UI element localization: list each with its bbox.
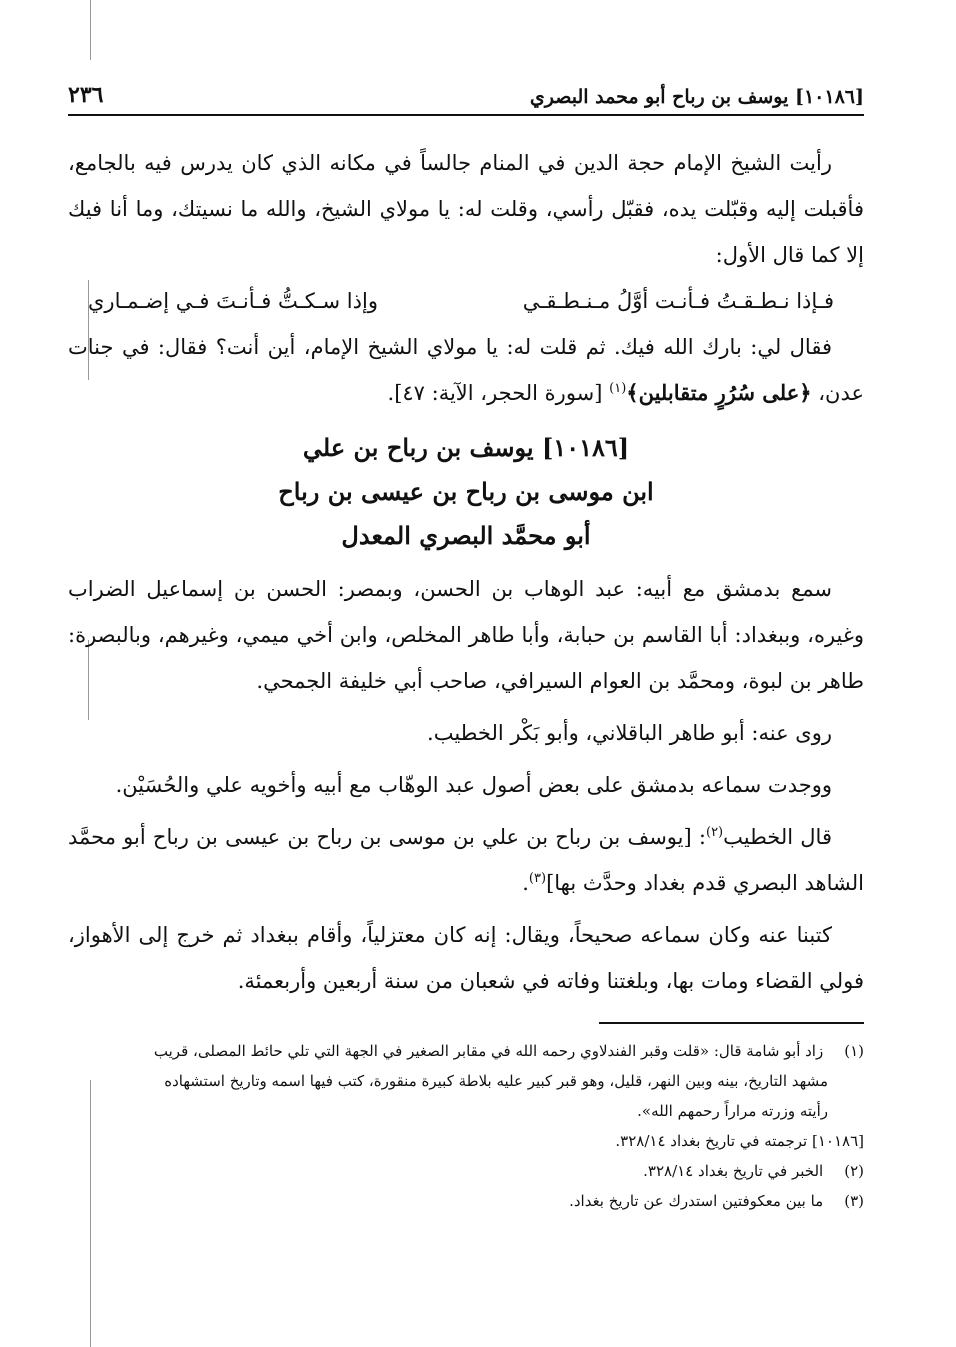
entry-title-line-2: ابن موسى بن رباح بن عيسى بن رباح [278, 477, 654, 506]
entry-paragraph-2: روى عنه: أبو طاهر الباقلاني، وأبو بَكْر الخطيب. [427, 721, 832, 745]
footnote-text: زاد أبو شامة قال: «قلت وقبر الفندلاوي رحمه الله في مقابر الصغير في الجهة التي تلي حائط المصلى، قريب [153, 1042, 824, 1060]
footnote-ref-3[interactable]: (٣) [528, 871, 547, 886]
footnote-1-continuation: مشهد التاريخ، بينه وبين النهر، قليل، وهو قبر كبير عليه بلاطة كبيرة منقورة، كتب فيها اسمه وتاريخ استشهاده [164, 1072, 828, 1090]
entry-paragraph-3: ووجدت سماعه بدمشق على بعض أصول عبد الوهّاب مع أبيه وأخويه علي والحُسَيْن. [115, 773, 832, 797]
quran-quote: ﴿على سُرُرٍ متقابلين﴾ [626, 380, 812, 405]
entry-paragraph-5: كتبنا عنه وكان سماعه صحيحاً، ويقال: إنه كان معتزلياً، وأقام ببغداد ثم خرج إلى الأهواز، فولي القضاء ومات بها، وبلغتنا وفاته في شعبان من سنة أربعين وأربعمئة. [68, 923, 864, 993]
footnote-3 [68, 1186, 864, 1216]
footnotes [68, 1036, 864, 1216]
entry-p4-text-b: : [يوسف بن رباح بن علي بن موسى بن رباح بن عيسى بن رباح أبو محمَّد الشاهد البصري قدم بغداد وحدَّث بها] [68, 825, 864, 895]
footnote-ref-2[interactable]: (٢) [705, 825, 724, 840]
verse-second-hemistich: وإذا سـكـتُّ فـأنـتَ فـي إضـمـاري [88, 289, 378, 313]
footnote-text: ترجمته في تاريخ بغداد ٣٢٨/١٤. [615, 1132, 808, 1150]
footnote-2 [68, 1156, 864, 1186]
intro-paragraph-1: رأيت الشيخ الإمام حجة الدين في المنام جالساً في مكانه الذي كان يدرس فيه بالجامع، فأقبلت إليه وقبّلت يده، فقبّل رأسي، وقلت له: يا مولاي الشيخ، والله ما نسيتك، وما أنا فيك إلا كما قال الأول: [68, 151, 864, 267]
poetry-verse [68, 278, 864, 324]
footnote-number: [١٠١٨٦] [811, 1132, 864, 1150]
running-header [68, 78, 864, 116]
page-number: ٢٣٦ [68, 82, 104, 108]
footnote-text: الخبر في تاريخ بغداد ٣٢٨/١٤. [643, 1162, 824, 1180]
entry-paragraph-4 [68, 814, 864, 906]
footnote-text: ما بين معكوفتين استدرك عن تاريخ بغداد. [569, 1192, 824, 1210]
entry-heading [68, 426, 864, 558]
entry-title-line-3: أبو محمَّد البصري المعدل [341, 521, 591, 550]
intro-paragraph-2 [68, 324, 864, 416]
intro-p2-text-b: [سورة الحجر، الآية: ٤٧]. [387, 381, 610, 405]
footnote-number: (١) [844, 1042, 864, 1060]
verse-first-hemistich: فـإذا نـطـقـتُ فـأنـت أوَّلُ مـنـطـقـي [522, 289, 834, 313]
entry-p4-text-c: . [522, 871, 529, 895]
footnote-number: (٣) [844, 1192, 864, 1210]
running-title: [١٠١٨٦] يوسف بن رباح أبو محمد البصري [529, 86, 864, 108]
entry-title-line-1: [١٠١٨٦] يوسف بن رباح بن علي [302, 433, 630, 462]
footnote-1 [68, 1036, 864, 1066]
footnote-1-continuation: رأيته وزرته مراراً رحمهم الله». [637, 1102, 828, 1120]
main-text [68, 140, 864, 1004]
entry-paragraph-1: سمع بدمشق مع أبيه: عبد الوهاب بن الحسن، وبمصر: الحسن بن إسماعيل الضراب وغيره، وببغداد: أبا القاسم بن حبابة، وأبا طاهر المخلص، وابن أخي ميمي، وغيرهم، وبالبصرة: طاهر بن لبوة، ومحمَّد بن العوام السيرافي، صاحب أبي خليفة الجمحي. [68, 577, 864, 693]
intro-p2-text-a: فقال لي: بارك الله فيك. ثم قلت له: يا مولاي الشيخ الإمام، أين أنت؟ فقال: في جنات عدن، [68, 335, 864, 405]
footnote-ref-1[interactable]: (١) [609, 381, 627, 396]
margin-rule-top [90, 0, 91, 60]
footnote-separator [599, 1022, 864, 1024]
footnote-entry-source [68, 1126, 864, 1156]
page [68, 78, 864, 1216]
footnote-number: (٢) [844, 1162, 864, 1180]
entry-p4-text-a: قال الخطيب [723, 825, 832, 849]
